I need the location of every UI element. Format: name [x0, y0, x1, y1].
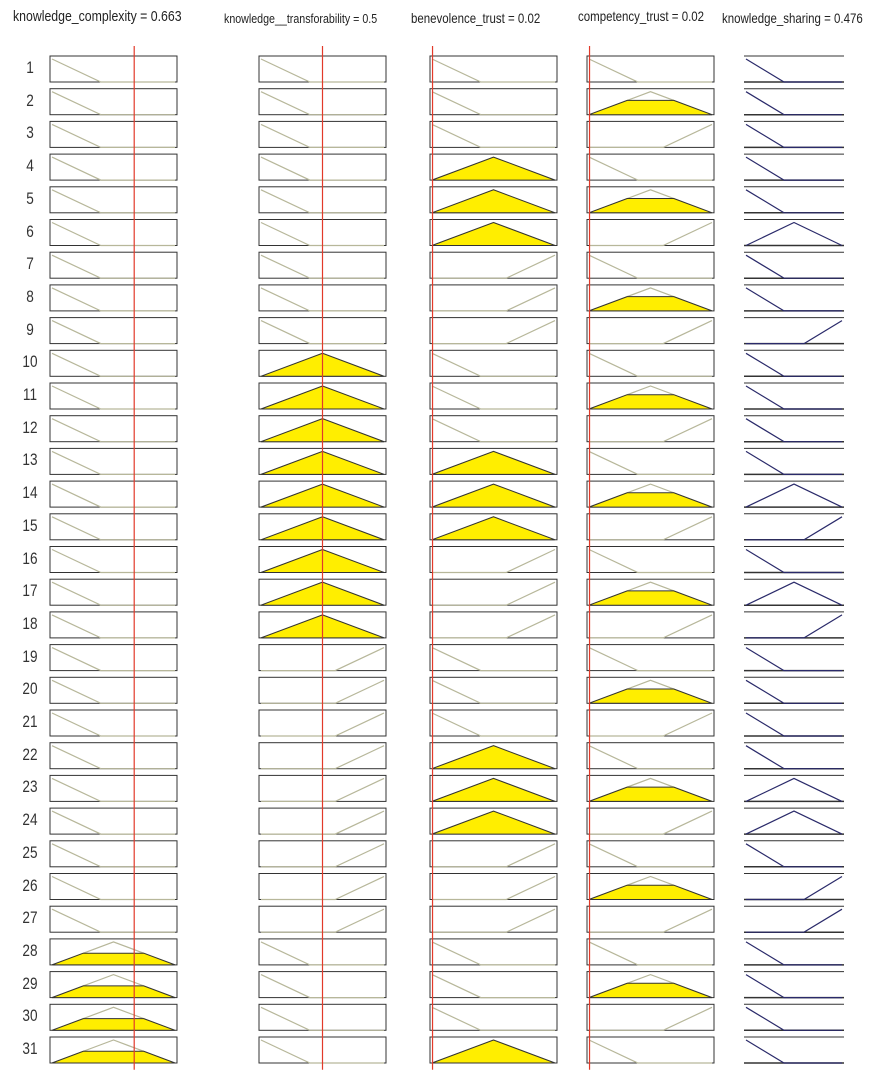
membership-function-line	[746, 844, 842, 867]
rule-cell-box	[50, 874, 177, 900]
rule-number: 26	[22, 875, 38, 895]
membership-function-line	[746, 92, 842, 115]
membership-function-line	[746, 451, 842, 474]
membership-function-line	[746, 713, 842, 736]
rule-cell-box	[587, 350, 714, 376]
rule-cell-box	[50, 481, 177, 507]
rule-cell-box	[430, 416, 557, 442]
rule-cell-box	[430, 645, 557, 671]
membership-function-line	[746, 124, 842, 147]
rule-cell-box	[430, 939, 557, 965]
membership-function-line	[746, 517, 842, 540]
rule-number: 24	[22, 810, 38, 830]
rule-cell-box	[430, 972, 557, 998]
membership-function-line	[746, 1040, 842, 1063]
rule-cell-box	[50, 677, 177, 703]
rule-number: 29	[22, 973, 38, 993]
membership-function-line	[746, 1007, 842, 1030]
membership-function-line	[746, 648, 842, 671]
rule-cell-box	[587, 743, 714, 769]
rule-cell-box	[430, 56, 557, 82]
membership-function-line	[746, 746, 842, 769]
rule-cell-box	[50, 318, 177, 344]
rule-number: 20	[22, 679, 38, 699]
membership-function-line	[746, 909, 842, 932]
rule-number: 8	[26, 286, 34, 306]
rule-cell-box	[587, 841, 714, 867]
rule-cell-box	[50, 547, 177, 573]
rule-number: 3	[26, 123, 34, 143]
rule-cell-box	[50, 350, 177, 376]
rule-number: 22	[22, 744, 38, 764]
rule-cell-box	[430, 318, 557, 344]
rule-cell-box	[50, 808, 177, 834]
header-benevolence-trust: benevolence_trust = 0.02	[411, 10, 541, 26]
rule-cell-box	[587, 939, 714, 965]
rule-cell-box	[430, 906, 557, 932]
rule-cell-box	[430, 841, 557, 867]
rule-number: 4	[26, 156, 34, 176]
rule-cell-box	[587, 121, 714, 147]
rule-cell-box	[430, 1004, 557, 1030]
membership-function-line	[746, 255, 842, 278]
rule-cell-box	[50, 220, 177, 246]
rule-cell-box	[587, 710, 714, 736]
rule-number: 9	[26, 319, 34, 339]
rule-number: 18	[22, 613, 38, 633]
rule-cell-box	[587, 154, 714, 180]
rule-cell-box	[50, 579, 177, 605]
rule-number: 10	[22, 352, 38, 372]
rule-number: 19	[22, 646, 38, 666]
rule-cell-box	[587, 514, 714, 540]
rule-cell-box	[50, 154, 177, 180]
rule-cell-box	[430, 547, 557, 573]
membership-function-line	[746, 975, 842, 998]
rule-number: 21	[22, 712, 38, 731]
membership-function-line	[746, 877, 842, 900]
rule-cell-box	[587, 645, 714, 671]
rule-number: 7	[26, 254, 34, 274]
rule-cell-box	[50, 775, 177, 801]
rule-number: 5	[26, 188, 34, 208]
rule-number: 31	[22, 1039, 38, 1058]
rule-number: 11	[22, 385, 38, 404]
membership-function-line	[746, 59, 842, 82]
rule-cell-box	[587, 547, 714, 573]
membership-function-line	[746, 680, 842, 703]
membership-function-line	[746, 550, 842, 573]
membership-function-line	[746, 778, 842, 801]
rule-cell-box	[430, 710, 557, 736]
membership-function-line	[746, 582, 842, 605]
rule-cell-box	[430, 121, 557, 147]
rule-number: 25	[22, 842, 38, 862]
rule-cell-box	[430, 252, 557, 278]
rule-cell-box	[587, 448, 714, 474]
rule-cell-box	[587, 1004, 714, 1030]
rule-number: 13	[22, 450, 38, 470]
rule-cell-box	[50, 612, 177, 638]
rule-cell-box	[430, 612, 557, 638]
membership-function-line	[746, 811, 842, 834]
rule-number: 12	[22, 417, 38, 437]
rule-cell-box	[50, 383, 177, 409]
rule-number: 14	[22, 483, 38, 503]
rule-number: 2	[26, 90, 34, 110]
rule-cell-box	[50, 906, 177, 932]
rule-cell-box	[430, 350, 557, 376]
rule-cell-box	[587, 56, 714, 82]
rule-cell-box	[50, 56, 177, 82]
rule-cell-box	[50, 841, 177, 867]
rule-number: 15	[22, 515, 38, 535]
rule-number: 28	[22, 940, 38, 960]
rule-cell-box	[430, 89, 557, 115]
rule-cell-box	[587, 252, 714, 278]
rule-cell-box	[587, 1037, 714, 1063]
rule-cell-box	[50, 645, 177, 671]
membership-function-line	[746, 288, 842, 311]
rule-cell-box	[50, 89, 177, 115]
membership-function-line	[746, 157, 842, 180]
rule-number: 23	[22, 777, 38, 797]
membership-function-line	[746, 942, 842, 965]
rule-cell-box	[587, 808, 714, 834]
membership-function-line	[746, 223, 842, 246]
header-competency-trust: competency_trust = 0.02	[578, 8, 705, 24]
membership-function-line	[746, 321, 842, 344]
rule-cell-box	[50, 743, 177, 769]
membership-function-line	[746, 484, 842, 507]
rule-cell-box	[50, 448, 177, 474]
rule-number: 30	[22, 1006, 38, 1026]
rule-number: 17	[22, 581, 38, 601]
membership-function-line	[746, 615, 842, 638]
header-knowledge-sharing: knowledge_sharing = 0.476	[722, 10, 863, 26]
rule-cell-box	[430, 285, 557, 311]
rule-cell-box	[587, 906, 714, 932]
rule-cell-box	[50, 416, 177, 442]
membership-function-line	[746, 419, 842, 442]
rule-cell-box	[50, 252, 177, 278]
membership-function-line	[746, 190, 842, 213]
rule-cell-box	[50, 285, 177, 311]
membership-function-line	[746, 353, 842, 376]
header-knowledge-complexity: knowledge_complexity = 0.663	[13, 8, 182, 25]
rule-cell-box	[50, 121, 177, 147]
rule-cell-box	[430, 874, 557, 900]
rule-cell-box	[587, 416, 714, 442]
rule-number: 6	[26, 221, 34, 241]
header-knowledge-transforability: knowledge__transforability = 0.5	[224, 11, 378, 26]
membership-function-line	[746, 386, 842, 409]
rule-cell-box	[430, 579, 557, 605]
rule-cell-box	[430, 383, 557, 409]
rule-cell-box	[587, 318, 714, 344]
rule-cell-box	[50, 187, 177, 213]
rule-number: 1	[26, 58, 34, 77]
rule-number: 27	[22, 908, 38, 928]
rule-cell-box	[430, 677, 557, 703]
rule-cell-box	[50, 514, 177, 540]
rule-cell-box	[587, 220, 714, 246]
rule-cell-box	[50, 710, 177, 736]
rule-number: 16	[22, 548, 38, 568]
rule-cell-box	[587, 612, 714, 638]
